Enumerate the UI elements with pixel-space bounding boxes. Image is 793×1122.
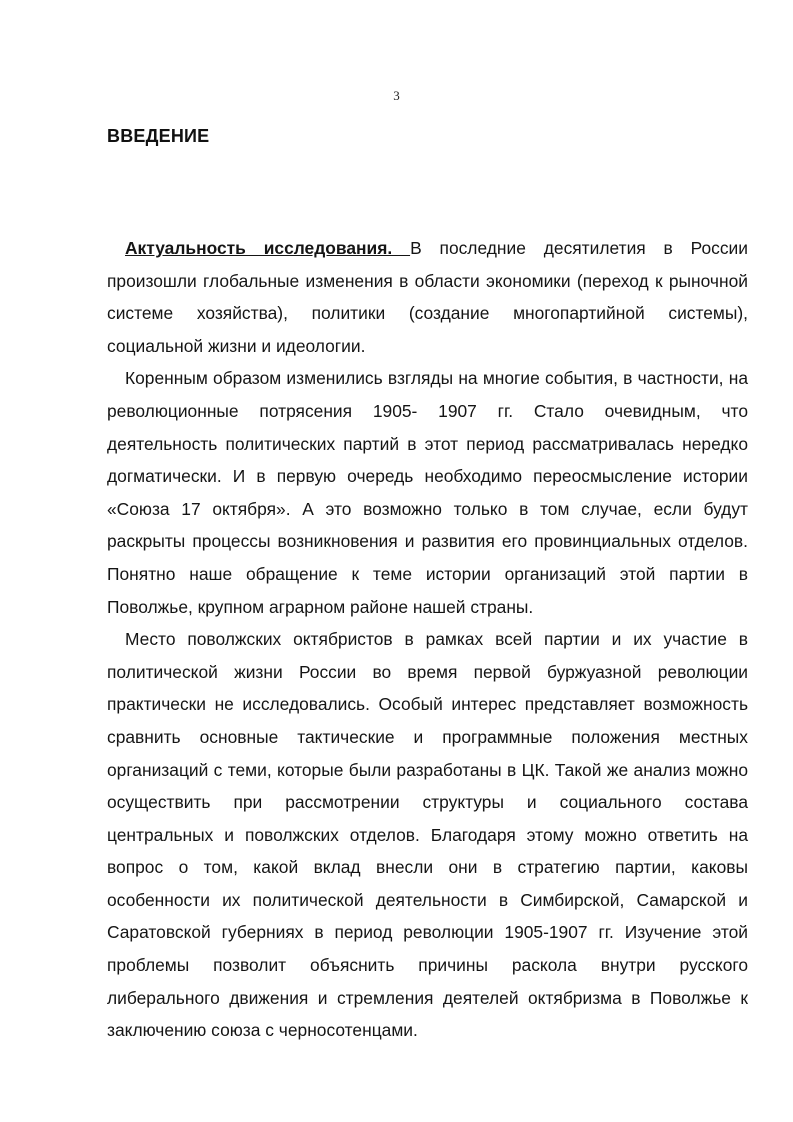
paragraph-views	[107, 362, 748, 623]
paragraph-text: Коренным образом изменились взгляды на многие события, в частности, на революционные потрясения 1905- 1907 гг. Стало очевидным, что деятельность политических партий в этот период рассматривалась нередко догматически. И в первую очередь необходимо переосмысление истории «Союза 17 октября». А это возможно только в том случае, если будут раскрыты процессы возникновения и развития его провинциальных отделов. Понятно наше обращение к теме истории организаций этой партии в Поволжье, крупном аграрном районе нашей страны.	[107, 368, 748, 617]
paragraph-lead: Актуальность исследования.	[125, 238, 411, 258]
paragraph-volga-octobrists	[107, 623, 748, 1047]
body-text	[107, 232, 748, 1047]
paragraph-text: Место поволжских октябристов в рамках всей партии и их участие в политической жизни России во время первой буржуазной революции практически не исследовались. Особый интерес представляет возможность сравнить основные тактические и программные положения местных организаций с теми, которые были разработаны в ЦК. Такой же анализ можно осуществить при рассмотрении структуры и социального состава центральных и поволжских отделов. Благодаря этому можно ответить на вопрос о том, какой вклад внесли они в стратегию партии, каковы особенности их политической деятельности в Симбирской, Самарской и Саратовской губерниях в период революции 1905-1907 гг. Изучение этой проблемы позволит объяснить причины раскола внутри русского либерального движения и стремления деятелей октябризма в Поволжье к заключению союза с черносотенцами.	[107, 629, 748, 1041]
section-heading: ВВЕДЕНИЕ	[107, 126, 210, 146]
page-number: 3	[393, 88, 400, 103]
paragraph-relevance	[107, 232, 748, 362]
paragraph-text: В последние десятилетия в России произошли глобальные изменения в области экономики (переход к рыночной системе хозяйства), политики (создание многопартийной системы), социальной жизни и идеологии.	[107, 238, 748, 356]
